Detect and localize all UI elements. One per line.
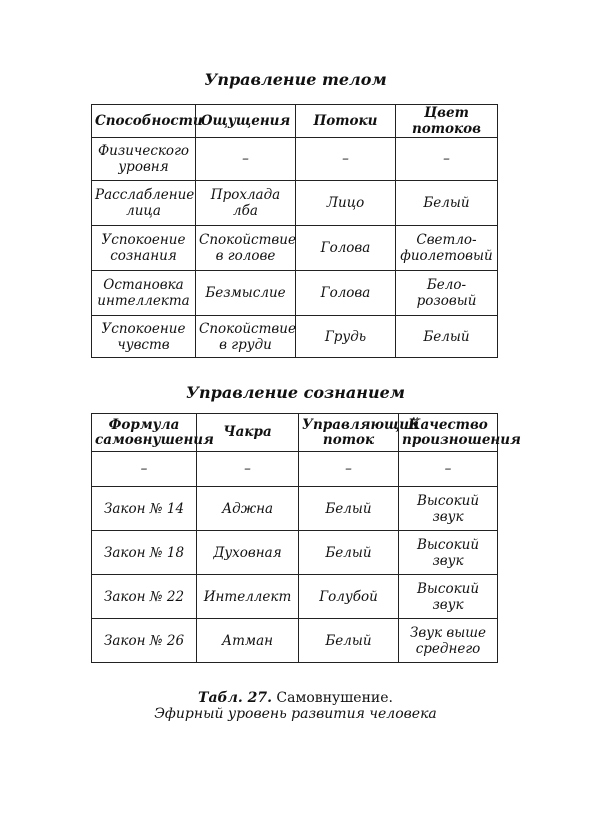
table-cell: Белый — [396, 316, 498, 358]
table2-title: Управление сознанием — [186, 383, 405, 402]
table-cell: Бело- розовый — [396, 271, 498, 316]
table-cell: Закон № 18 — [92, 531, 197, 575]
table-row — [92, 181, 498, 226]
table-cell: Высокий звук — [399, 575, 498, 619]
table-cell: – — [196, 138, 296, 181]
table-cell: – — [299, 452, 399, 487]
table2-header-row — [92, 414, 498, 452]
table-cell: Высокий звук — [399, 531, 498, 575]
table-cell: Расслабление лица — [92, 181, 196, 226]
table-cell: – — [399, 452, 498, 487]
table-row — [92, 619, 498, 663]
table-cell: Закон № 26 — [92, 619, 197, 663]
table-cell: Интеллект — [197, 575, 299, 619]
table-row — [92, 531, 498, 575]
table1-header-cell: Способности — [92, 105, 196, 138]
table-cell: Атман — [197, 619, 299, 663]
table-cell: Грудь — [296, 316, 396, 358]
caption-line-2: Эфирный уровень развития человека — [154, 706, 437, 722]
caption-line-1 — [0, 690, 591, 706]
table-cell: – — [197, 452, 299, 487]
table-row — [92, 575, 498, 619]
table2-header-cell: Качество произношения — [399, 414, 498, 452]
table-row — [92, 452, 498, 487]
table-cell: Остановка интеллекта — [92, 271, 196, 316]
table-cell: Духовная — [197, 531, 299, 575]
table-cell: Успокоение сознания — [92, 226, 196, 271]
table-cell: Спокойствие в голове — [196, 226, 296, 271]
table-cell: – — [92, 452, 197, 487]
table-cell: Аджна — [197, 487, 299, 531]
table-cell: Безмыслие — [196, 271, 296, 316]
table2-header-cell: Чакра — [197, 414, 299, 452]
table-cell: Лицо — [296, 181, 396, 226]
table-cell: Белый — [299, 487, 399, 531]
table-row — [92, 487, 498, 531]
table-cell: Прохлада лба — [196, 181, 296, 226]
body-control-table — [91, 104, 498, 358]
caption-text: Самовнушение. — [271, 690, 393, 706]
table-cell: Белый — [299, 531, 399, 575]
table2-header-cell: Формула самовнушения — [92, 414, 197, 452]
table1-title: Управление телом — [204, 70, 387, 89]
table-cell: Успокоение чувств — [92, 316, 196, 358]
table-cell: Звук выше среднего — [399, 619, 498, 663]
table1-header-row — [92, 105, 498, 138]
table-cell: Физического уровня — [92, 138, 196, 181]
consciousness-control-table — [91, 413, 521, 663]
table-cell: – — [396, 138, 498, 181]
table-row — [92, 226, 498, 271]
caption-label: Табл. 27. — [198, 690, 272, 706]
table-row — [92, 138, 498, 181]
table-cell: – — [296, 138, 396, 181]
table-cell: Спокойствие в груди — [196, 316, 296, 358]
table1-header-cell: Цвет потоков — [396, 105, 498, 138]
table-cell: Голова — [296, 226, 396, 271]
table2-header-cell: Управляющий поток — [299, 414, 399, 452]
table1-header-cell: Ощущения — [196, 105, 296, 138]
table-cell: Белый — [396, 181, 498, 226]
table-cell: Светло- фиолетовый — [396, 226, 498, 271]
table-cell: Белый — [299, 619, 399, 663]
table-cell: Закон № 22 — [92, 575, 197, 619]
table1-header-cell: Потоки — [296, 105, 396, 138]
table-cell: Голова — [296, 271, 396, 316]
table-cell: Закон № 14 — [92, 487, 197, 531]
table-caption — [0, 690, 591, 722]
table-cell: Голубой — [299, 575, 399, 619]
table-row — [92, 271, 498, 316]
table-cell: Высокий звук — [399, 487, 498, 531]
table-row — [92, 316, 498, 358]
